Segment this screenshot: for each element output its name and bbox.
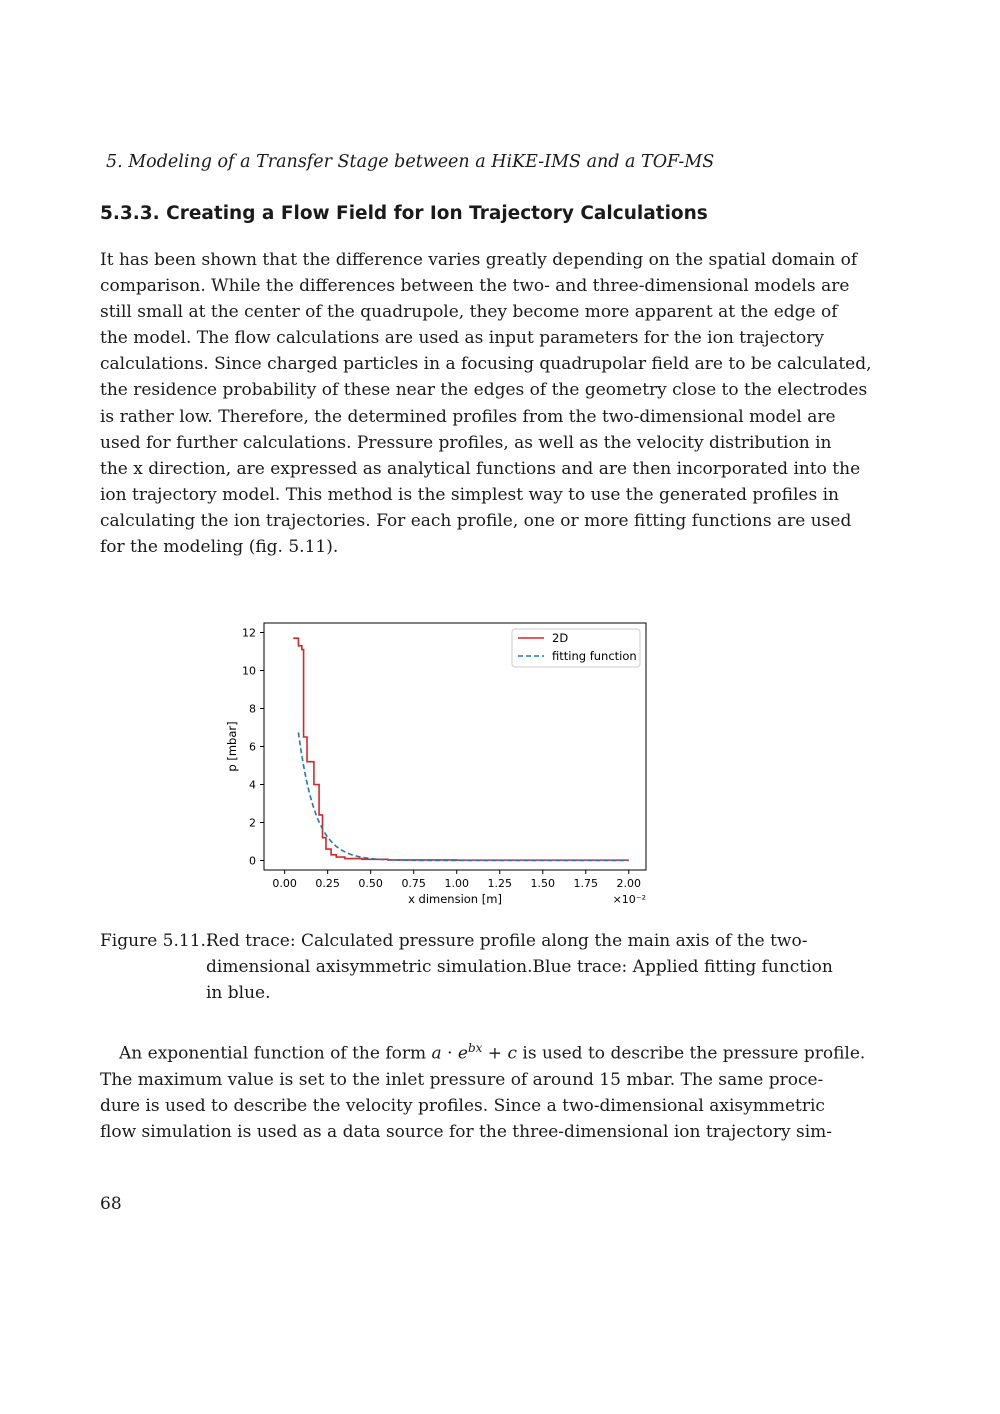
y-tick-label: 0	[249, 854, 256, 868]
caption-body	[206, 928, 833, 1006]
chart-svg	[220, 612, 660, 912]
legend-entry-2d: 2D	[552, 631, 569, 645]
pressure-profile-chart	[220, 612, 660, 912]
text-line: is rather low. Therefore, the determined profiles from the two-dimensional model are	[100, 406, 836, 427]
text-line: ion trajectory model. This method is the simplest way to use the generated profiles in	[100, 484, 840, 505]
y-tick-label: 2	[249, 816, 256, 830]
y-tick-label: 6	[249, 740, 256, 754]
caption-line: in blue.	[206, 983, 271, 1004]
formula-plus-c: + c	[482, 1043, 517, 1064]
y-axis-label: p [mbar]	[225, 721, 239, 772]
text-line: the model. The flow calculations are used as input parameters for the ion trajectory	[100, 328, 824, 349]
page-number: 68	[100, 1194, 122, 1214]
caption-line: Red trace: Calculated pressure profile along the main axis of the two-	[206, 931, 808, 951]
text-line: for the modeling (fig. 5.11).	[100, 537, 339, 558]
text-line: the residence probability of these near the edges of the geometry close to the electrodes	[100, 380, 868, 401]
x-tick-label: 0.75	[401, 877, 426, 890]
text-line: calculating the ion trajectories. For each profile, one or more fitting functions are used	[100, 510, 852, 531]
x-tick-label: 1.25	[487, 877, 512, 890]
x-tick-label: 0.00	[272, 877, 297, 890]
x-tick-label: 1.75	[573, 877, 599, 890]
text-fragment: An exponential function of the form	[119, 1043, 432, 1064]
formula-exponent: bx	[467, 1041, 483, 1055]
series-fitting-line	[298, 732, 628, 860]
formula-dot: ·	[441, 1043, 458, 1064]
text-line: used for further calculations. Pressure profiles, as well as the velocity distribution in	[100, 432, 832, 453]
paragraph-1	[100, 247, 872, 560]
text-line: still small at the center of the quadrupole, they become more apparent at the edge of	[100, 302, 838, 323]
y-tick-label: 10	[242, 664, 256, 678]
x-tick-label: 0.50	[358, 877, 383, 890]
legend-entry-fitting: fitting function	[552, 649, 637, 663]
y-tick-label: 12	[242, 626, 256, 640]
series-2d-line	[293, 638, 629, 860]
x-tick-label: 0.25	[315, 877, 340, 890]
text-fragment: is used to describe the pressure profile.	[516, 1043, 866, 1064]
x-axis-multiplier: ×10⁻²	[612, 893, 646, 906]
text-line: It has been shown that the difference varies greatly depending on the spatial domain of	[100, 250, 858, 270]
formula-e: e	[457, 1043, 468, 1064]
y-tick-label: 4	[249, 778, 256, 792]
legend	[512, 629, 640, 667]
caption-line: dimensional axisymmetric simulation.Blue trace: Applied fitting function	[206, 957, 833, 978]
text-line: flow simulation is used as a data source for the three-dimensional ion trajectory sim-	[100, 1121, 833, 1142]
x-tick-label: 1.50	[530, 877, 556, 890]
formula-a: a	[431, 1043, 442, 1064]
figure-label: Figure 5.11.:	[100, 931, 212, 951]
text-line: The maximum value is set to the inlet pressure of around 15 mbar. The same proce-	[100, 1069, 824, 1090]
text-line: comparison. While the differences between the two- and three-dimensional models are	[100, 276, 850, 297]
text-line: dure is used to describe the velocity profiles. Since a two-dimensional axisymmetric	[100, 1095, 825, 1116]
x-axis-label: x dimension [m]	[408, 892, 502, 906]
y-tick-label: 8	[249, 702, 256, 716]
text-line: the x direction, are expressed as analytical functions and are then incorporated into the	[100, 458, 861, 479]
paragraph-2	[100, 1035, 866, 1145]
text-line-formula	[100, 1035, 866, 1067]
running-head: 5. Modeling of a Transfer Stage between a HiKE-IMS and a TOF-MS	[106, 152, 715, 172]
section-title: 5.3.3. Creating a Flow Field for Ion Trajectory Calculations	[100, 203, 708, 224]
x-tick-label: 2.00	[616, 877, 642, 890]
x-tick-label: 1.00	[444, 877, 469, 890]
text-line: calculations. Since charged particles in a focusing quadrupolar field are to be calculated,	[100, 354, 872, 375]
